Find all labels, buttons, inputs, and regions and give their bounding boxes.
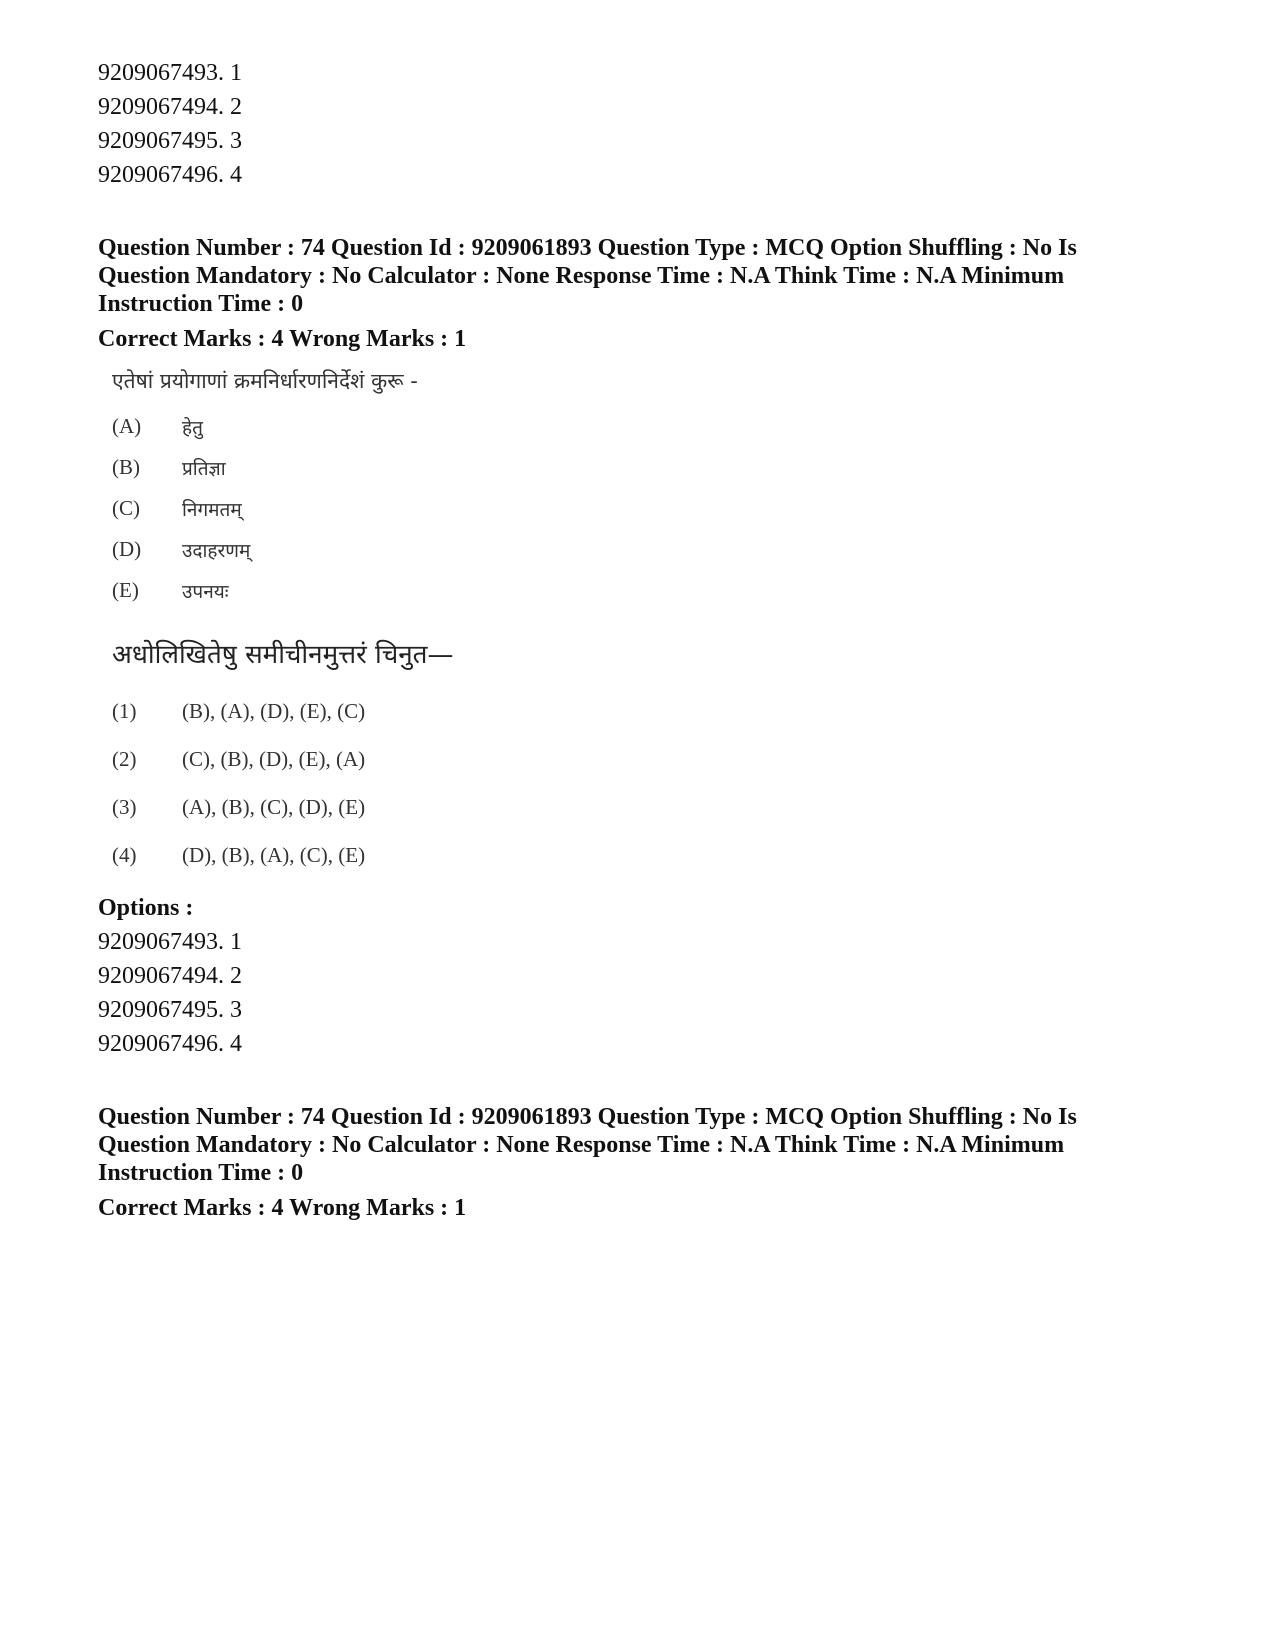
answer-choice [112, 783, 1188, 831]
option-line: 9209067496. 4 [98, 162, 242, 188]
choice-text: (C), (B), (D), (E), (A) [182, 746, 366, 771]
question-marks: Correct Marks : 4 Wrong Marks : 1 [98, 326, 467, 352]
top-options-list [98, 56, 1188, 192]
choice-text: (D), (B), (A), (C), (E) [182, 842, 366, 867]
question-meta-line: Question Number : 74 Question Id : 9209061893 Question Type : MCQ Option Shuffling : No Is [98, 1104, 1077, 1130]
question-meta-line: Question Number : 74 Question Id : 9209061893 Question Type : MCQ Option Shuffling : No Is [98, 235, 1077, 261]
option-line: 9209067494. 2 [98, 94, 242, 120]
option-line: 9209067493. 1 [98, 929, 242, 955]
question-body [112, 366, 1188, 879]
question-item [112, 406, 1188, 447]
item-label: (D) [112, 537, 142, 561]
document-page [98, 56, 1188, 1225]
answer-choice [112, 735, 1188, 783]
question-meta-line: Instruction Time : 0 [98, 291, 304, 317]
question-item [112, 570, 1188, 611]
item-text: उपनयः [182, 580, 229, 603]
answer-choice [112, 831, 1188, 879]
choice-label: (1) [112, 698, 137, 723]
item-label: (A) [112, 414, 142, 438]
bottom-options-list [98, 925, 1188, 1061]
choice-text: (A), (B), (C), (D), (E) [182, 794, 366, 819]
spacer [98, 192, 1188, 234]
option-line: 9209067493. 1 [98, 60, 242, 86]
question-marks: Correct Marks : 4 Wrong Marks : 1 [98, 1195, 467, 1221]
options-heading: Options : [98, 895, 194, 921]
question-header-2 [98, 1103, 1188, 1225]
question-item [112, 488, 1188, 529]
question-item [112, 529, 1188, 570]
choice-label: (3) [112, 794, 137, 819]
item-label: (C) [112, 496, 140, 520]
question-items-list [112, 406, 1188, 611]
option-line: 9209067494. 2 [98, 963, 242, 989]
item-text: प्रतिज्ञा [182, 457, 226, 480]
question-meta-line: Question Mandatory : No Calculator : None Response Time : N.A Think Time : N.A Minimum [98, 263, 1065, 289]
answer-choice [112, 687, 1188, 735]
choice-label: (2) [112, 746, 137, 771]
item-label: (B) [112, 455, 140, 479]
question-sub-prompt: अधोलिखितेषु समीचीनमुत्तरं चिनुत— [112, 640, 454, 670]
item-text: निगमतम् [182, 498, 242, 521]
option-line: 9209067495. 3 [98, 128, 242, 154]
spacer [98, 1061, 1188, 1103]
question-meta-line: Instruction Time : 0 [98, 1160, 304, 1186]
option-line: 9209067496. 4 [98, 1031, 242, 1057]
question-item [112, 447, 1188, 488]
choice-label: (4) [112, 842, 137, 867]
choice-text: (B), (A), (D), (E), (C) [182, 698, 366, 723]
answer-choices-list [112, 687, 1188, 879]
option-line: 9209067495. 3 [98, 997, 242, 1023]
question-meta-line: Question Mandatory : No Calculator : None Response Time : N.A Think Time : N.A Minimum [98, 1132, 1065, 1158]
item-text: हेतु [182, 416, 203, 439]
question-prompt: एतेषां प्रयोगाणां क्रमनिर्धारणनिर्देशं कुरू - [112, 369, 418, 393]
item-text: उदाहरणम् [182, 539, 251, 562]
item-label: (E) [112, 578, 139, 602]
question-header-1 [98, 234, 1188, 356]
